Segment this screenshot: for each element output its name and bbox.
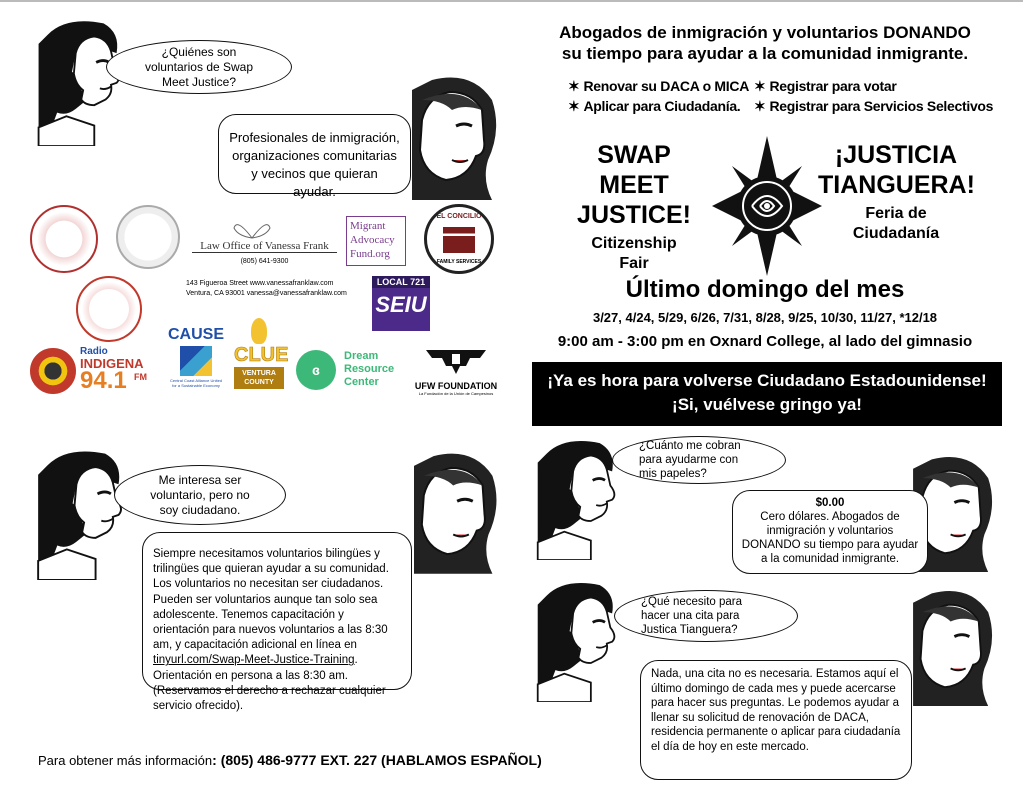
cause-subtext: Central Coast Alliance United for a Sustainable Economy bbox=[169, 378, 223, 388]
question-text: ¿Quiénes son voluntarios de Swap Meet Justice? bbox=[144, 44, 254, 89]
time-location: 9:00 am - 3:00 pm en Oxnard College, al lado del gimnasio bbox=[557, 333, 973, 350]
butterfly-icon bbox=[232, 218, 272, 240]
subtitle-es-line-2: Ciudadanía bbox=[852, 225, 940, 242]
headline-line-1: Abogados de inmigración y voluntarios DONANDO bbox=[559, 23, 971, 42]
service-label: Renovar su DACA o MICA bbox=[583, 78, 750, 94]
woman-face-illustration-2 bbox=[414, 444, 512, 576]
speech-bubble-answer-1 bbox=[218, 114, 411, 199]
promotoras-logo bbox=[76, 276, 142, 342]
cause-text: CAUSE bbox=[168, 326, 225, 343]
price-text: $0.00 bbox=[815, 497, 845, 509]
migrant-advocacy-logo bbox=[346, 216, 406, 266]
top-rule bbox=[0, 0, 1023, 2]
speech-bubble-question-4 bbox=[614, 590, 798, 642]
ufw-text: UFW FOUNDATION bbox=[414, 381, 498, 391]
vanessa-frank-logo bbox=[192, 218, 337, 268]
woman-face-illustration-4 bbox=[912, 584, 1008, 706]
speech-bubble-answer-2 bbox=[142, 532, 412, 713]
service-label: Registrar para votar bbox=[769, 78, 897, 94]
cause-figure-icon bbox=[180, 346, 212, 376]
headline-line-2: su tiempo para ayudar a la comunidad inmigrante. bbox=[561, 44, 969, 63]
flame-icon bbox=[251, 318, 267, 344]
man-face-illustration-4 bbox=[532, 578, 632, 702]
promotores-justicia-logo bbox=[116, 205, 180, 269]
seiu-text: SEIU bbox=[375, 292, 427, 317]
clue-logo bbox=[234, 318, 289, 396]
title-en-line-2: JUSTICE! bbox=[577, 201, 691, 229]
answer-text-3: Cero dólares. Abogados de inmigración y voluntarios DONANDO su tiempo para ayudar a la comunidad inmigrante. bbox=[741, 511, 919, 565]
migrant-line-3: Fund.org bbox=[350, 248, 390, 260]
service-item-selective bbox=[754, 98, 993, 115]
radio-frequency: 94.1 bbox=[80, 367, 127, 394]
vanessa-address-line-2: Ventura, CA 93001 vanessa@vanessafranklaw.com bbox=[186, 290, 347, 297]
subtitle-es-line-1: Feria de bbox=[865, 205, 927, 222]
answer-text: Profesionales de inmigración, organizaciones comunitarias y vecinos que quieran ayudar. bbox=[229, 130, 400, 199]
seiu-logo bbox=[372, 276, 430, 331]
contact-footer bbox=[38, 752, 542, 768]
service-item-daca bbox=[568, 78, 749, 95]
dream-line-3: Center bbox=[344, 376, 379, 388]
call-to-action-banner bbox=[532, 362, 1002, 426]
banner-line-1: ¡Ya es hora para volverse Ciudadano Estadounidense! bbox=[547, 371, 987, 390]
vanessa-address-line-1: 143 Figueroa Street www.vanessafranklaw.com bbox=[186, 280, 334, 287]
ufw-foundation-logo bbox=[414, 346, 498, 396]
training-link[interactable]: tinyurl.com/Swap-Meet-Justice-Training bbox=[153, 654, 355, 667]
concilio-text: EL CONCILIO bbox=[436, 213, 482, 220]
service-item-vote bbox=[754, 78, 897, 95]
vanessa-address bbox=[186, 279, 347, 299]
woman-face-illustration bbox=[412, 70, 512, 200]
title-spanish bbox=[818, 140, 974, 244]
concilio-building-icon bbox=[443, 227, 475, 253]
banner-line-2: ¡Si, vuélvese gringo ya! bbox=[672, 395, 862, 414]
aztec-sun-emblem bbox=[712, 136, 822, 276]
speech-bubble-answer-4 bbox=[640, 660, 912, 780]
speech-bubble-answer-3 bbox=[732, 490, 928, 574]
star-icon: ✶ bbox=[754, 78, 766, 94]
service-label: Aplicar para Ciudadanía. bbox=[583, 98, 741, 114]
seiu-local: LOCAL 721 bbox=[372, 276, 430, 288]
el-concilio-logo bbox=[424, 204, 494, 274]
headline bbox=[530, 22, 1000, 64]
cause-logo bbox=[168, 326, 224, 396]
radio-line-1: Radio bbox=[80, 346, 108, 357]
answer-text-2b: . Orientación en persona a las 8:30 am. (Reservamos el derecho a rechazar cualquier servicio ofrecido). bbox=[153, 654, 386, 713]
schedule-dates: 3/27, 4/24, 5/29, 6/26, 7/31, 8/28, 9/25, 10/30, 11/27, *12/18 bbox=[592, 310, 938, 325]
star-icon: ✶ bbox=[754, 98, 766, 114]
clue-text: CLUE bbox=[234, 344, 289, 366]
clue-subtext: VENTURA COUNTY bbox=[234, 367, 284, 389]
star-icon: ✶ bbox=[568, 78, 580, 94]
schedule-heading: Último domingo del mes bbox=[625, 276, 905, 303]
subtitle-en-line-1: Citizenship bbox=[591, 235, 677, 252]
vanessa-phone: (805) 641-9300 bbox=[240, 258, 289, 265]
footer-label: Para obtener más información bbox=[38, 753, 213, 768]
community-seal-logo bbox=[30, 205, 98, 273]
title-english bbox=[560, 140, 708, 274]
answer-text-2a: Siempre necesitamos voluntarios bilingües y trilingües que quieran ayudar a su comunidad. Los voluntarios no necesitan ser ciudadanos. Pueden ser voluntarios aunque tan solo sea adolescente. Tenemos capacitación y orientación para nuevos voluntarios a las 8:30 am, y capacitación adicional en línea en bbox=[153, 548, 389, 652]
ufw-subtext: La Fundación de la Unión de Campesinos bbox=[418, 391, 494, 396]
radio-fm: FM bbox=[134, 372, 147, 382]
speech-bubble-question-1 bbox=[106, 40, 292, 94]
radio-seal-icon bbox=[30, 348, 76, 394]
title-es-line-1: ¡JUSTICIA bbox=[834, 141, 958, 169]
migrant-line-2: Advocacy bbox=[350, 234, 395, 246]
speech-bubble-question-2 bbox=[114, 465, 286, 525]
footer-phone: : (805) 486-9777 EXT. 227 (HABLAMOS ESPAÑOL) bbox=[212, 752, 542, 768]
subtitle-en-line-2: Fair bbox=[619, 255, 649, 272]
dream-butterfly-icon: ɞ bbox=[296, 350, 336, 390]
vanessa-title: Law Office of Vanessa Frank bbox=[192, 240, 337, 253]
question-text-3: ¿Cuánto me cobran para ayudarme con mis papeles? bbox=[639, 440, 741, 480]
star-icon: ✶ bbox=[568, 98, 580, 114]
radio-indigena-logo bbox=[30, 344, 154, 402]
service-item-citizenship bbox=[568, 98, 740, 115]
migrant-line-1: Migrant bbox=[350, 220, 386, 232]
dream-line-2: Resource bbox=[344, 363, 395, 375]
title-es-line-2: TIANGUERA! bbox=[818, 171, 975, 199]
question-text-4: ¿Qué necesito para hacer una cita para Justica Tianguera? bbox=[641, 596, 743, 636]
service-label: Registrar para Servicios Selectivos bbox=[769, 98, 994, 114]
radio-line-2: INDIGENA bbox=[80, 356, 144, 371]
title-en-line-1: SWAP MEET bbox=[597, 141, 671, 199]
question-text-2: Me interesa ser voluntario, pero no soy ciudadano. bbox=[150, 472, 250, 517]
speech-bubble-question-3 bbox=[612, 436, 786, 484]
dream-resource-logo bbox=[296, 346, 408, 394]
answer-text-4: Nada, una cita no es necesaria. Estamos aquí el último domingo de cada mes y puede acercarse para hacer sus preguntas. Le podemos ayudar a llenar su solicitud de renovación de DACA, residencia permanente o aplicar para ciudadanía el día de hoy en este mercado. bbox=[651, 668, 901, 753]
dream-line-1: Dream bbox=[344, 350, 379, 362]
concilio-subtext: FAMILY SERVICES bbox=[436, 259, 482, 265]
ufw-eagle-icon bbox=[426, 346, 486, 376]
